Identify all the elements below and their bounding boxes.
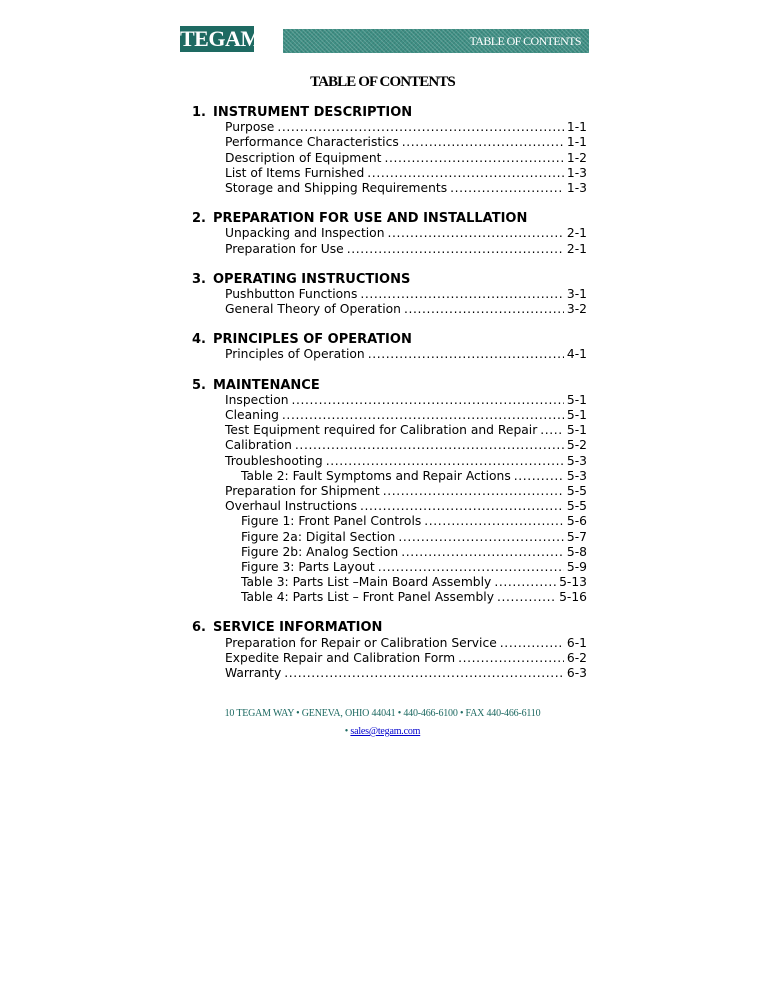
entry-page-number: 6-3 bbox=[566, 666, 587, 680]
header-band-title: TABLE OF CONTENTS bbox=[469, 34, 581, 48]
dot-leader bbox=[347, 242, 564, 257]
dot-leader bbox=[292, 393, 564, 408]
entry-page-number: 4-1 bbox=[566, 347, 587, 362]
dot-leader bbox=[360, 287, 564, 302]
entry-label: Preparation for Shipment bbox=[225, 483, 380, 498]
toc-entry[interactable] bbox=[192, 469, 587, 484]
section-gap bbox=[192, 257, 587, 272]
dot-leader bbox=[402, 135, 564, 150]
section-title: PREPARATION FOR USE AND INSTALLATION bbox=[213, 211, 528, 227]
dot-leader bbox=[368, 347, 564, 362]
entry-label: Inspection bbox=[225, 392, 289, 407]
entry-label: Table 4: Parts List – Front Panel Assembly bbox=[241, 590, 494, 605]
entry-page-number: 1-2 bbox=[566, 150, 587, 165]
entry-page-number: 5-1 bbox=[566, 392, 587, 407]
toc-entry[interactable] bbox=[192, 151, 587, 166]
entry-label: Description of Equipment bbox=[225, 150, 382, 165]
toc-entry[interactable] bbox=[192, 575, 587, 590]
entry-label: Pushbutton Functions bbox=[225, 286, 358, 301]
dot-leader bbox=[540, 423, 564, 438]
dot-leader bbox=[398, 530, 564, 545]
toc-entry[interactable] bbox=[192, 135, 587, 150]
toc-entry[interactable] bbox=[192, 499, 587, 514]
dot-leader bbox=[367, 166, 564, 181]
section-heading[interactable] bbox=[192, 211, 587, 226]
toc-entry[interactable] bbox=[192, 636, 587, 651]
page-title: TABLE OF CONTENTS bbox=[310, 74, 455, 90]
entry-label: Test Equipment required for Calibration and Repair bbox=[225, 423, 538, 438]
dot-leader bbox=[450, 181, 564, 196]
table-of-contents bbox=[192, 105, 587, 681]
section-number: 2. bbox=[192, 211, 206, 227]
entry-page-number: 5-6 bbox=[566, 514, 587, 529]
dot-leader bbox=[295, 438, 564, 453]
entry-label: Calibration bbox=[225, 438, 292, 453]
dot-leader bbox=[384, 151, 563, 166]
dot-leader bbox=[383, 484, 564, 499]
section-gap bbox=[192, 317, 587, 332]
entry-page-number: 5-1 bbox=[566, 408, 587, 422]
toc-section bbox=[192, 332, 587, 362]
entry-label: Storage and Shipping Requirements bbox=[225, 180, 448, 195]
entry-label: General Theory of Operation bbox=[225, 302, 401, 317]
entry-label: Purpose bbox=[225, 120, 275, 135]
entry-page-number: 1-3 bbox=[566, 165, 587, 180]
entry-label: Figure 1: Front Panel Controls bbox=[241, 514, 422, 529]
dot-leader bbox=[284, 666, 564, 681]
toc-entry[interactable] bbox=[192, 181, 587, 196]
section-number: 1. bbox=[192, 105, 206, 120]
toc-entry[interactable] bbox=[192, 590, 587, 605]
toc-entry[interactable] bbox=[192, 454, 587, 469]
section-number: 3. bbox=[192, 271, 206, 287]
toc-section bbox=[192, 272, 587, 318]
entry-label: List of Items Furnished bbox=[225, 165, 365, 180]
entry-page-number: 5-3 bbox=[566, 468, 587, 483]
toc-entry[interactable] bbox=[192, 545, 587, 560]
entry-page-number: 5-8 bbox=[566, 544, 587, 559]
section-title: MAINTENANCE bbox=[213, 377, 320, 393]
entry-page-number: 5-7 bbox=[566, 529, 587, 544]
toc-entry[interactable] bbox=[192, 484, 587, 499]
entry-label: Warranty bbox=[225, 666, 282, 680]
dot-leader bbox=[514, 469, 564, 484]
entry-label: Expedite Repair and Calibration Form bbox=[225, 650, 456, 665]
toc-entry[interactable] bbox=[192, 347, 587, 362]
entry-label: Table 3: Parts List –Main Board Assembly bbox=[241, 575, 492, 590]
section-heading[interactable] bbox=[192, 105, 587, 120]
section-gap bbox=[192, 196, 587, 211]
entry-label: Preparation for Repair or Calibration Service bbox=[225, 635, 497, 650]
dot-leader bbox=[424, 514, 564, 529]
entry-label: Preparation for Use bbox=[225, 241, 344, 256]
footer-email-line bbox=[0, 723, 765, 741]
entry-page-number: 1-3 bbox=[566, 180, 587, 195]
footer bbox=[0, 705, 765, 741]
toc-entry[interactable] bbox=[192, 560, 587, 575]
entry-label: Performance Characteristics bbox=[225, 135, 399, 150]
entry-page-number: 2-1 bbox=[566, 241, 587, 256]
toc-section bbox=[192, 105, 587, 196]
section-number: 6. bbox=[192, 620, 206, 636]
section-heading[interactable] bbox=[192, 332, 587, 347]
entry-page-number: 5-13 bbox=[559, 575, 587, 590]
dot-leader bbox=[500, 636, 564, 651]
section-number: 4. bbox=[192, 332, 206, 348]
tegam-logo: TEGAM bbox=[180, 26, 261, 51]
entry-page-number: 3-2 bbox=[566, 302, 587, 317]
entry-label: Principles of Operation bbox=[225, 347, 365, 362]
toc-section bbox=[192, 211, 587, 257]
toc-entry[interactable] bbox=[192, 514, 587, 529]
section-title: PRINCIPLES OF OPERATION bbox=[213, 332, 412, 348]
section-gap bbox=[192, 363, 587, 378]
header-band bbox=[283, 29, 589, 53]
toc-entry[interactable] bbox=[192, 287, 587, 302]
dot-leader bbox=[378, 560, 564, 575]
toc-entry[interactable] bbox=[192, 226, 587, 241]
entry-page-number: 5-1 bbox=[566, 423, 587, 438]
entry-page-number: 6-1 bbox=[566, 635, 587, 650]
entry-page-number: 5-3 bbox=[566, 453, 587, 468]
dot-leader bbox=[360, 499, 564, 514]
toc-entry[interactable] bbox=[192, 242, 587, 257]
entry-page-number: 2-1 bbox=[566, 226, 587, 241]
entry-page-number: 5-2 bbox=[566, 438, 587, 453]
dot-leader bbox=[277, 120, 564, 135]
dot-leader bbox=[282, 408, 564, 423]
entry-label: Figure 2b: Analog Section bbox=[241, 544, 399, 559]
footer-address: 10 TEGAM WAY • GENEVA, OHIO 44041 • 440-466-6100 • FAX 440-466-6110 bbox=[224, 708, 541, 719]
toc-entry[interactable] bbox=[192, 423, 587, 438]
dot-leader bbox=[404, 302, 564, 317]
toc-entry[interactable] bbox=[192, 166, 587, 181]
section-title: SERVICE INFORMATION bbox=[213, 620, 383, 636]
entry-label: Troubleshooting bbox=[225, 453, 323, 468]
entry-page-number: 1-1 bbox=[566, 135, 587, 150]
dot-leader bbox=[497, 590, 556, 605]
toc-entry[interactable] bbox=[192, 393, 587, 408]
entry-page-number: 3-1 bbox=[566, 286, 587, 301]
section-gap bbox=[192, 605, 587, 620]
entry-page-number: 5-5 bbox=[566, 483, 587, 498]
dot-leader bbox=[388, 226, 564, 241]
footer-bullet: • bbox=[344, 726, 349, 737]
entry-page-number: 1-1 bbox=[566, 120, 587, 135]
entry-page-number: 5-9 bbox=[566, 559, 587, 574]
section-number: 5. bbox=[192, 377, 206, 393]
entry-page-number: 5-5 bbox=[566, 499, 587, 514]
toc-entry[interactable] bbox=[192, 408, 587, 423]
email-link[interactable]: sales@tegam.com bbox=[350, 726, 421, 737]
dot-leader bbox=[494, 575, 556, 590]
toc-entry[interactable] bbox=[192, 302, 587, 317]
toc-section bbox=[192, 620, 587, 681]
section-heading[interactable] bbox=[192, 378, 587, 393]
section-title: INSTRUMENT DESCRIPTION bbox=[213, 105, 413, 120]
toc-section bbox=[192, 378, 587, 606]
section-heading[interactable] bbox=[192, 620, 587, 635]
entry-page-number: 5-16 bbox=[559, 590, 587, 605]
section-heading[interactable] bbox=[192, 272, 587, 287]
dot-leader bbox=[401, 545, 564, 560]
entry-label: Unpacking and Inspection bbox=[225, 226, 385, 241]
entry-label: Figure 3: Parts Layout bbox=[241, 559, 375, 574]
entry-label: Figure 2a: Digital Section bbox=[241, 529, 396, 544]
entry-label: Overhaul Instructions bbox=[225, 499, 358, 514]
entry-label: Table 2: Fault Symptoms and Repair Actions bbox=[241, 468, 511, 483]
section-title: OPERATING INSTRUCTIONS bbox=[213, 271, 411, 287]
dot-leader bbox=[458, 651, 564, 666]
toc-entry[interactable] bbox=[192, 651, 587, 666]
toc-entry[interactable] bbox=[192, 666, 587, 681]
toc-entry[interactable] bbox=[192, 120, 587, 135]
entry-page-number: 6-2 bbox=[566, 650, 587, 665]
toc-entry[interactable] bbox=[192, 438, 587, 453]
dot-leader bbox=[326, 454, 564, 469]
toc-entry[interactable] bbox=[192, 530, 587, 545]
entry-label: Cleaning bbox=[225, 408, 279, 422]
